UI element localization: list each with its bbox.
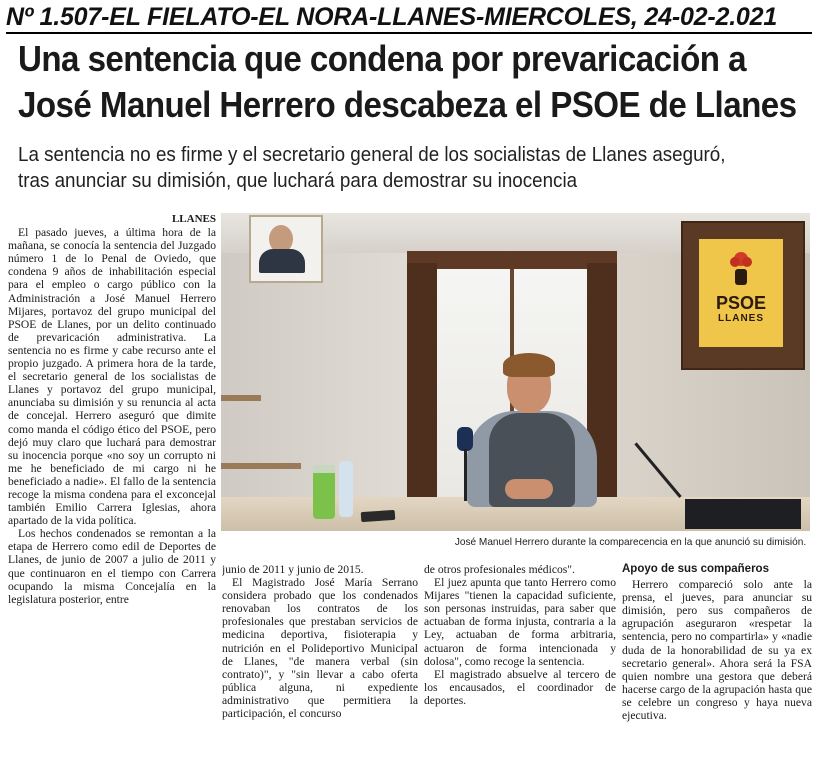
paragraph: El Magistrado José María Serrano considera probado que los condenados renovaban los contratos de los profesionales que prestaban servicios de medicina deportiva, fisioterapia y nutrición en el Polideportivo Municipal de Llanes, "de manera verbal (sin contrato)", y "sin llevar a cabo oferta pública alguna, ni expediente administrativo que permitiera la participación, el concurso xyxy=(222,576,418,721)
wall-shelf xyxy=(221,395,261,401)
headline-line-2: José Manuel Herrero descabeza el PSOE de Llanes xyxy=(18,84,797,125)
water-bottle xyxy=(339,461,353,517)
rose-fist-icon xyxy=(721,249,761,289)
psoe-sign-text xyxy=(699,293,783,325)
article-column-3 xyxy=(424,563,616,763)
psoe-sign-brand: PSOE xyxy=(715,293,767,313)
psoe-sign-town: LLANES xyxy=(718,313,764,324)
subhead-line-2: tras anunciar su dimisión, que luchará para demostrar su inocencia xyxy=(18,170,578,192)
gel-bottle xyxy=(313,469,335,519)
article-column-2 xyxy=(222,563,418,763)
article-photo xyxy=(221,213,810,531)
paragraph: El magistrado absuelve al tercero de los encausados, el coordinador de deportes. xyxy=(424,667,616,707)
paragraph: Herrero compareció solo ante la prensa, el jueves, para anunciar su dimisión, pero sus compañeros de agrupación aseguraron «respetar la sentencia, pero no compartirla» y «nadie duda de la honorabilidad de su ya ex secretario general». Ahora será la FSA quien nombre una gestora que deberá hacerse cargo de la agrupación hasta que se celebre un congreso y haya nueva ejecutiva. xyxy=(622,578,812,723)
person-hands xyxy=(505,479,553,499)
paragraph: de otros profesionales médicos". xyxy=(424,563,575,576)
section-heading: Apoyo de sus compañeros xyxy=(622,563,769,575)
headline-line-1: Una sentencia que condena por prevaricación a xyxy=(18,38,746,79)
paragraph: junio de 2011 y junio de 2015. xyxy=(222,563,364,576)
subhead-line-1: La sentencia no es firme y el secretario general de los socialistas de Llanes aseguró, xyxy=(18,144,726,166)
paragraph: El pasado jueves, a última hora de la mañana, se conocía la sentencia del Juzgado número 1 de lo Penal de Oviedo, que condena 9 años de inhabilitación especial para el empleo o cargo público con la Administración a José Manuel Herrero Mijares, portavoz del grupo municipal del PSOE de Llanes, por un delito continuado de prevaricación administrativa. La sentencia no es firme y cabe recurso ante el propio juzgado. A primera hora de la tarde, el secretario general de los socialistas de Llanes y portavoz del grupo municipal, anunciaba su dimisión y su renuncia al acta de concejal. Herrero aseguró que dimite como manda el código ético del PSOE, pero dejó muy claro que luchará para demostrar su inocencia porque «no soy un corrupto ni me he beneficiado de mi cargo ni he beneficiado a nadie». El fallo de la sentencia recoge la misma condena para el exconcejal también Emilio Carrera Iglesias, ahora apartado de la vida política. xyxy=(8,226,216,528)
paragraph: El juez apunta que tanto Herrero como Mijares "tienen la capacidad suficiente, son personas instruidas, para saber que actuaban de forma injusta, contraria a la Ley, actuaban de forma arbitraria, actuaron de forma intencionada y dolosa", como recoge la sentencia. xyxy=(424,576,616,668)
portrait-poster xyxy=(249,215,323,283)
wall-shelf xyxy=(221,463,301,469)
article-column-1 xyxy=(8,213,216,763)
poster-suit xyxy=(259,249,305,273)
person-hair xyxy=(503,353,555,377)
subhead xyxy=(18,142,766,194)
gel-bottle-cap xyxy=(313,465,335,473)
article-column-4 xyxy=(622,563,812,763)
masthead: Nº 1.507-EL FIELATO-EL NORA-LLANES-MIERCOLES, 24-02-2.021 xyxy=(6,2,812,34)
dateline: LLANES xyxy=(171,213,216,225)
headline xyxy=(18,36,797,128)
window-shutter-left xyxy=(407,263,437,509)
photo-caption: José Manuel Herrero durante la comparecencia en la que anunció su dimisión. xyxy=(454,536,807,548)
desk-microphone-base xyxy=(685,499,801,529)
microphone-icon xyxy=(457,427,473,451)
microphone-stand xyxy=(464,449,467,501)
paragraph: Los hechos condenados se remontan a la etapa de Herrero como edil de Deportes de Llanes, de junio de 2007 a julio de 2011 y que continuaron en el tiempo con Carrera ocupando la misma Concejalía en la legislatura posterior, entre xyxy=(8,527,216,606)
